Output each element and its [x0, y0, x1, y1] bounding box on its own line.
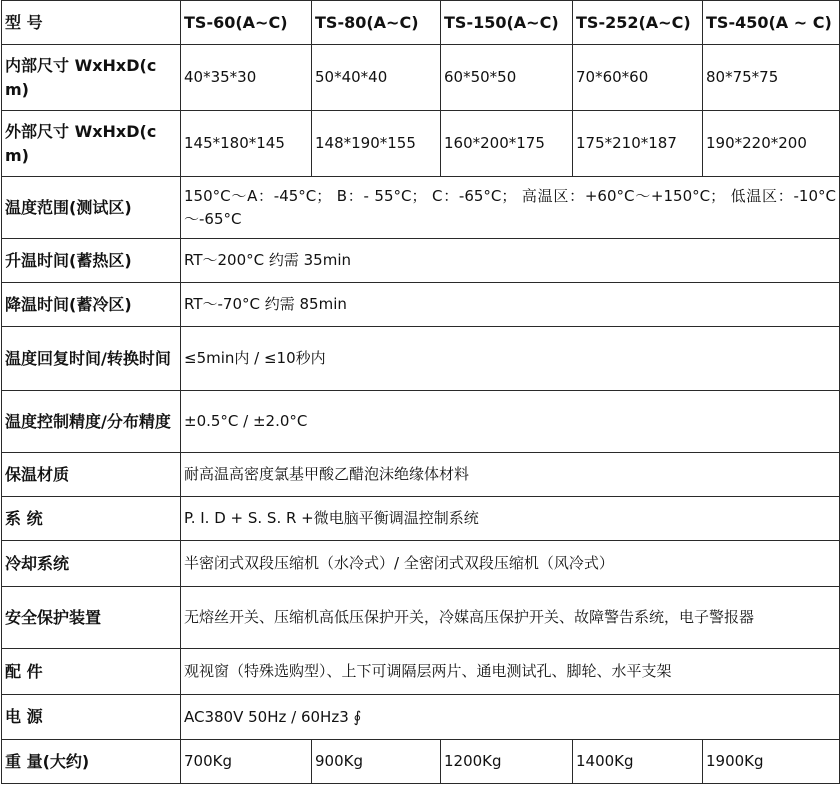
insulation-value: 耐高温高密度氯基甲酸乙醋泡沫绝缘体材料 — [181, 453, 840, 497]
temp-range-value: 150°C～A：-45°C； B：- 55°C； C：-65°C； 高温区：+60°C～+150°C； 低温区：-10°C～-65°C — [181, 177, 840, 239]
heat-time-value: RT～200°C 约需 35min — [181, 239, 840, 283]
accessories-label: 配 件 — [2, 649, 181, 695]
control-precision-row — [2, 391, 840, 453]
recovery-time-row — [2, 327, 840, 391]
insulation-row — [2, 453, 840, 497]
accessories-row — [2, 649, 840, 695]
inner-size-value: 40*35*30 — [181, 45, 312, 111]
outer-size-label: 外部尺寸 WxHxD(cm) — [2, 111, 181, 177]
inner-size-value: 60*50*50 — [441, 45, 573, 111]
power-value: AC380V 50Hz / 60Hz3 ∮ — [181, 695, 840, 740]
outer-size-value: 175*210*187 — [573, 111, 703, 177]
outer-size-row — [2, 111, 840, 177]
safety-label: 安全保护装置 — [2, 587, 181, 649]
model-ts-150: TS-150(A~C) — [441, 1, 573, 45]
insulation-label: 保温材质 — [2, 453, 181, 497]
outer-size-value: 190*220*200 — [703, 111, 840, 177]
recovery-time-value: ≤5min内 / ≤10秒内 — [181, 327, 840, 391]
weight-label: 重 量(大约) — [2, 740, 181, 784]
model-ts-450: TS-450(A ~ C) — [703, 1, 840, 45]
model-ts-60: TS-60(A~C) — [181, 1, 312, 45]
heat-time-row — [2, 239, 840, 283]
power-row — [2, 695, 840, 740]
control-precision-value: ±0.5°C / ±2.0°C — [181, 391, 840, 453]
safety-value: 无熔丝开关、压缩机高低压保护开关，冷媒高压保护开关、故障警告系统，电子警报器 — [181, 587, 840, 649]
power-label: 电 源 — [2, 695, 181, 740]
system-label: 系 统 — [2, 497, 181, 541]
weight-value: 700Kg — [181, 740, 312, 784]
temp-range-label: 温度范围(测试区) — [2, 177, 181, 239]
model-ts-80: TS-80(A~C) — [312, 1, 441, 45]
inner-size-value: 80*75*75 — [703, 45, 840, 111]
weight-value: 900Kg — [312, 740, 441, 784]
system-value: P. I. D + S. S. R +微电脑平衡调温控制系统 — [181, 497, 840, 541]
cooling-row — [2, 541, 840, 587]
weight-value: 1900Kg — [703, 740, 840, 784]
weight-row — [2, 740, 840, 784]
safety-row — [2, 587, 840, 649]
outer-size-value: 145*180*145 — [181, 111, 312, 177]
control-precision-label: 温度控制精度/分布精度 — [2, 391, 181, 453]
inner-size-row — [2, 45, 840, 111]
header-row — [2, 1, 840, 45]
inner-size-value: 70*60*60 — [573, 45, 703, 111]
inner-size-value: 50*40*40 — [312, 45, 441, 111]
cool-time-value: RT～-70°C 约需 85min — [181, 283, 840, 327]
heat-time-label: 升温时间(蓄热区) — [2, 239, 181, 283]
cool-time-row — [2, 283, 840, 327]
inner-size-label: 内部尺寸 WxHxD(cm) — [2, 45, 181, 111]
cooling-value: 半密闭式双段压缩机（水冷式）/ 全密闭式双段压缩机（风冷式） — [181, 541, 840, 587]
outer-size-value: 160*200*175 — [441, 111, 573, 177]
cooling-label: 冷却系统 — [2, 541, 181, 587]
recovery-time-label: 温度回复时间/转换时间 — [2, 327, 181, 391]
model-label: 型 号 — [2, 1, 181, 45]
accessories-value: 观视窗（特殊选购型）、上下可调隔层两片、通电测试孔、脚轮、水平支架 — [181, 649, 840, 695]
weight-value: 1400Kg — [573, 740, 703, 784]
outer-size-value: 148*190*155 — [312, 111, 441, 177]
spec-table — [1, 0, 840, 784]
model-ts-252: TS-252(A~C) — [573, 1, 703, 45]
temp-range-row — [2, 177, 840, 239]
system-row — [2, 497, 840, 541]
cool-time-label: 降温时间(蓄冷区) — [2, 283, 181, 327]
weight-value: 1200Kg — [441, 740, 573, 784]
